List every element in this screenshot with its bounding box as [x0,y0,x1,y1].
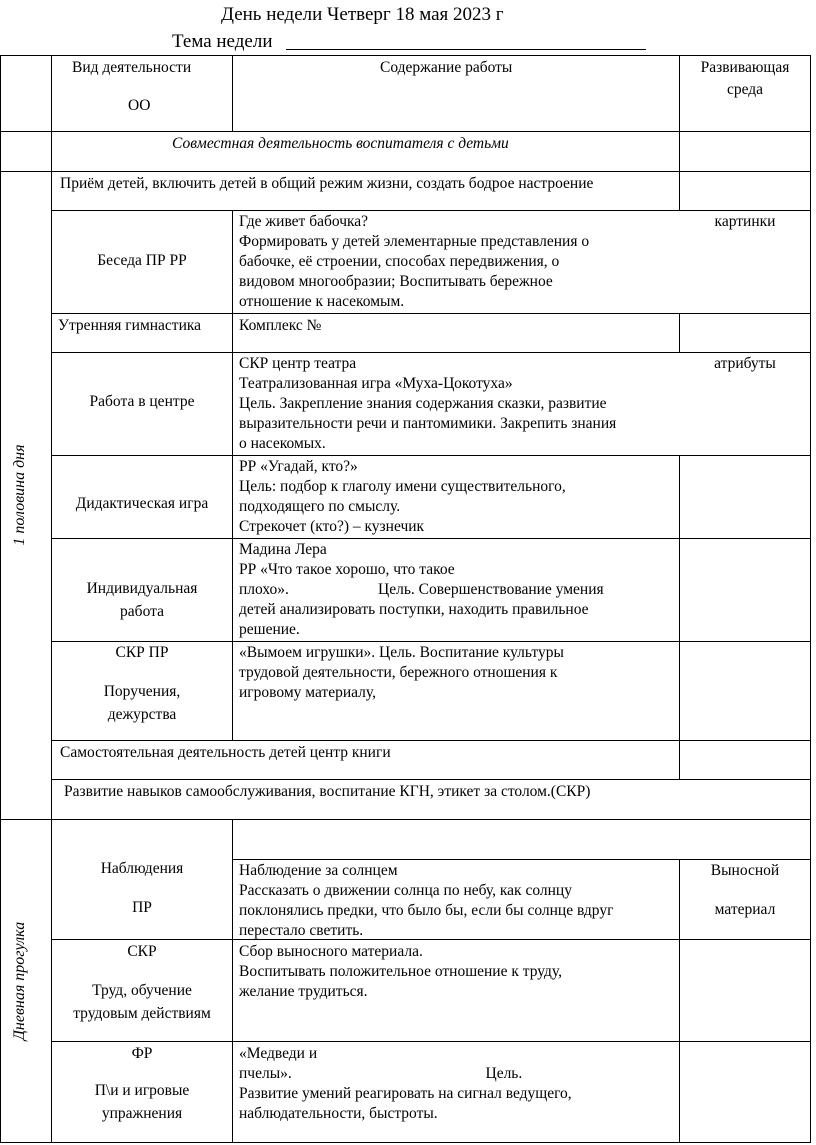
games-line-1: «Медведи и [239,1045,318,1062]
conversation-line-2: Формировать у детей элементарные представления о [239,233,590,250]
gymnastics-activity: Утренняя гимнастика [58,317,202,334]
observation-activity-1: Наблюдения [100,860,184,877]
center-env: атрибуты [714,355,776,372]
center-line-2: Театрализованная игра «Муха-Цокотуха» [239,375,513,392]
individual-activity-2: работа [120,603,164,620]
observation-line-2: Рассказать о движении солнца по небу, как солнцу [239,882,572,899]
games-line-3: Развитие умений реагировать на сигнал ведущего, [239,1085,572,1102]
conversation-line-3: бабочке, её строении, способах передвижения, о [239,253,560,270]
didactic-line-1: РР «Угадай, кто?» [239,458,358,475]
labor-line-1: Сбор выносного материала. [239,943,423,960]
section-first-half: 1 половина дня [11,444,28,546]
duties-line-3: игровому материалу, [239,684,376,701]
duties-line-2: трудовой деятельности, бережного отношения к [239,664,558,681]
observation-line-3: поклонялись предки, что было бы, если бы солнце вдруг [239,902,614,919]
col-env-header-1: Развивающая [700,59,790,76]
observation-line-4: перестало светить. [239,922,364,939]
section-walk: Дневная прогулка [11,921,28,1041]
joint-activity-title: Совместная деятельность воспитателя с детьми [172,135,509,152]
self-service: Развитие навыков самообслуживания, воспитание КГН, этикет за столом.(СКР) [64,783,591,800]
gymnastics-content: Комплекс № [239,317,322,334]
labor-line-3: желание трудиться. [239,983,368,1000]
col-activity-header: Вид деятельности [72,59,192,76]
individual-line-2: РР «Что такое хорошо, что такое [239,561,455,578]
center-line-3: Цель. Закрепление знания содержания сказки, развитие [239,395,607,412]
duties-activity-1: СКР ПР [115,644,169,661]
individual-line-3: плохо». Цель. Совершенствование умения [239,581,604,598]
observation-env-2: материал [714,901,776,918]
duties-activity-2: Поручения, [103,683,181,700]
didactic-line-2: Цель: подбор к глаголу имени существительного, [239,478,566,495]
conversation-activity: Беседа ПР РР [97,252,187,269]
individual-line-1: Мадина Лера [239,541,327,558]
day-line: День недели Четверг 18 мая 2023 г [221,4,504,25]
labor-activity-3: трудовым действиям [73,1005,211,1022]
labor-activity-2: Труд, обучение [92,982,192,999]
col-env-header-2: среда [726,81,764,98]
individual-line-4: детей анализировать поступки, находить правильное [239,601,589,618]
center-activity: Работа в центре [89,393,195,410]
didactic-activity: Дидактическая игра [75,495,209,512]
individual-activity-1: Индивидуальная [86,580,198,597]
games-line-2: пчелы». Цель. [239,1065,523,1082]
col-oo-header: ОО [128,97,151,114]
col-content-header: Содержание работы [380,59,513,76]
independent-activity: Самостоятельная деятельность детей центр книги [60,744,391,761]
labor-line-2: Воспитывать положительное отношение к труду, [239,963,563,980]
theme-underline [286,49,646,50]
labor-activity-1: СКР [127,943,157,960]
theme-label: Тема недели [172,31,273,52]
duties-line-1: «Вымоем игрушки». Цель. Воспитание культуры [239,644,564,661]
individual-line-5: решение. [239,621,300,638]
duties-activity-3: дежурства [107,706,177,723]
center-line-5: о насекомых. [239,435,326,452]
games-line-4: наблюдательности, быстроты. [239,1105,438,1122]
observation-line-1: Наблюдение за солнцем [239,862,398,879]
didactic-line-3: подходящего по смыслу. [239,498,401,515]
didactic-line-4: Стрекочет (кто?) – кузнечик [239,518,425,535]
games-activity-3: упражнения [101,1105,183,1122]
observation-env-1: Выносной [710,862,780,879]
center-line-1: СКР центр театра [239,355,357,372]
conversation-line-5: отношение к насекомым. [239,293,405,310]
center-line-4: выразительности речи и пантомимики. Закрепить знания [239,415,617,432]
morning-reception: Приём детей, включить детей в общий режим жизни, создать бодрое настроение [60,175,594,192]
conversation-line-4: видовом многообразии; Воспитывать бережное [239,273,553,290]
conversation-env: картинки [714,213,776,230]
observation-activity-2: ПР [132,899,152,916]
conversation-line-1: Где живет бабочка? [239,213,369,230]
games-activity-2: П\и и игровые [94,1082,190,1099]
games-activity-1: ФР [131,1045,153,1062]
